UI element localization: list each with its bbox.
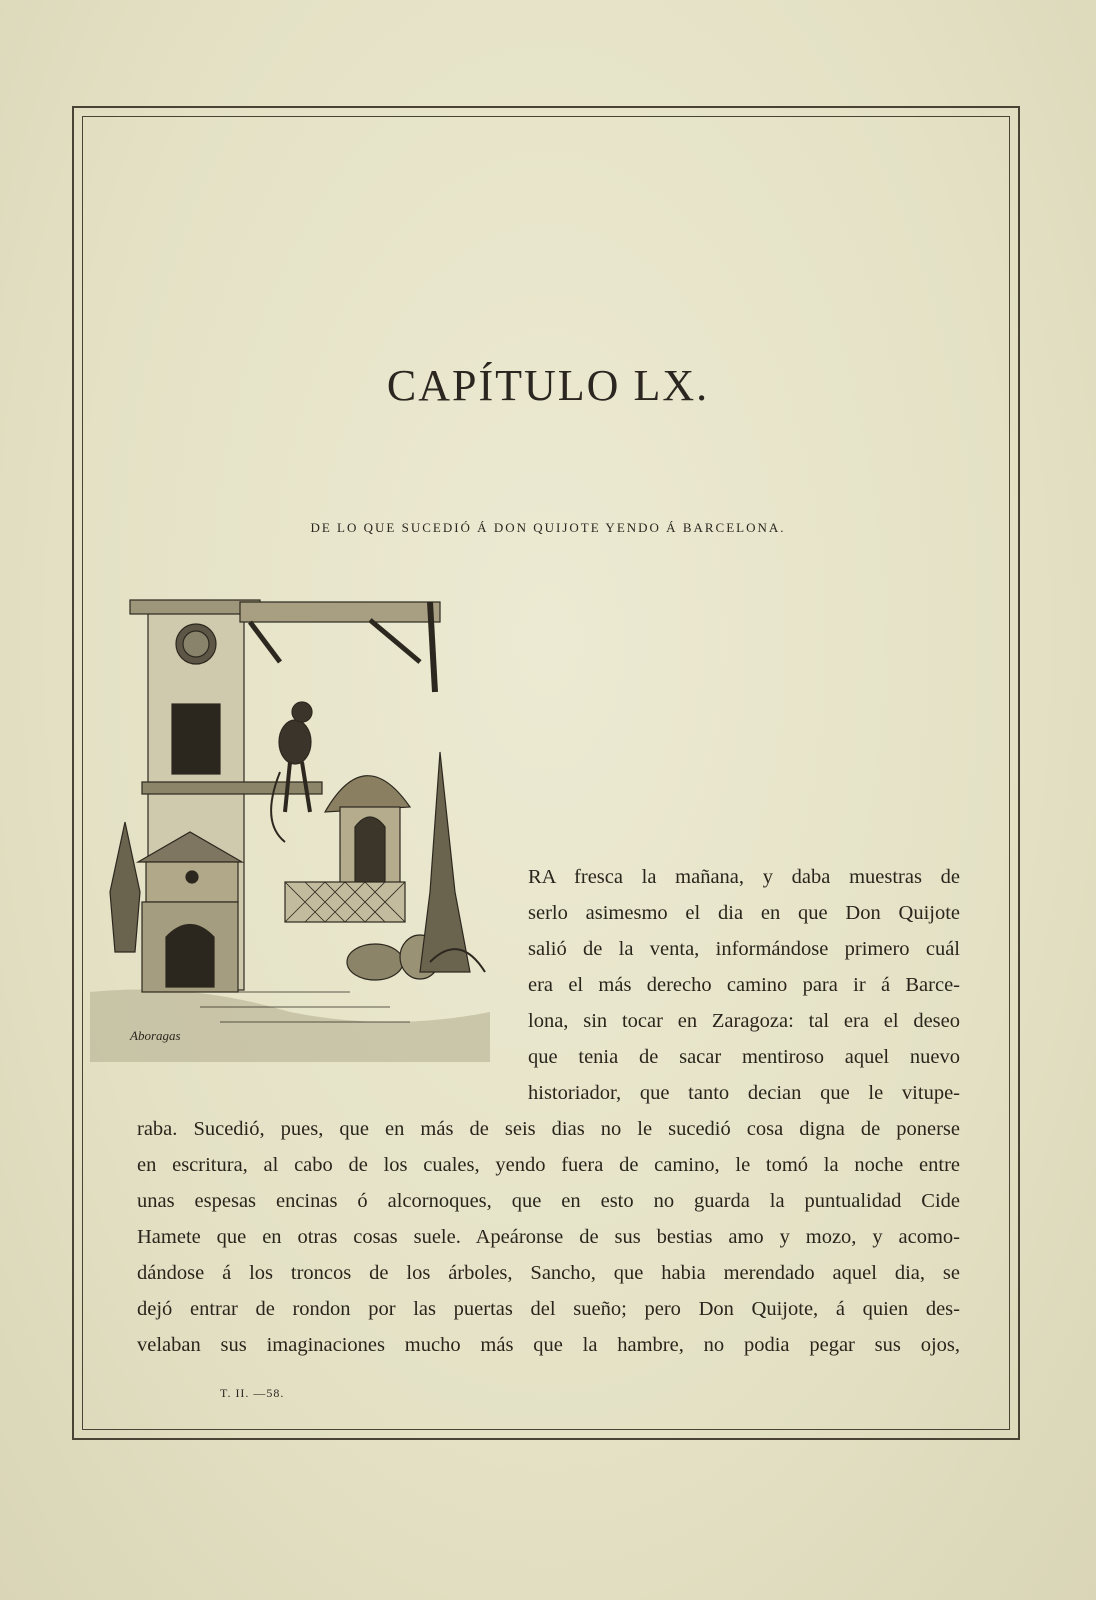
body-line-7: historiador, que tanto decian que le vitupe- [528,1082,960,1104]
chapter-subtitle: DE LO QUE SUCEDIÓ Á DON QUIJOTE YENDO Á BARCELONA. [310,520,786,535]
chapter-title: CAPÍTULO LX. [386,361,710,410]
signature-mark: T. II. —58. [220,1386,285,1400]
body-line-1: RA fresca la mañana, y daba muestras de [528,866,960,888]
body-line-3: salió de la venta, informándose primero cuál [528,938,960,960]
body-line-4: era el más derecho camino para ir á Barce- [528,974,960,996]
artist-signature: Aboragas [130,1028,181,1043]
body-line-5: lona, sin tocar en Zaragoza: tal era el deseo [528,1010,960,1032]
body-line-14: velaban sus imaginaciones mucho más que la hambre, no podia pegar sus ojos, [137,1334,960,1356]
body-line-13: dejó entrar de rondon por las puertas del sueño; pero Don Quijote, á quien des- [137,1298,960,1320]
body-line-11: Hamete que en otras cosas suele. Apeáronse de sus bestias amo y mozo, y acomo- [137,1226,960,1248]
body-line-8: raba. Sucedió, pues, que en más de seis dias no le sucedió cosa digna de ponerse [137,1118,960,1140]
body-line-10: unas espesas encinas ó alcornoques, que en esto no guarda la puntualidad Cide [137,1190,960,1212]
body-line-9: en escritura, al cabo de los cuales, yendo fuera de camino, le tomó la noche entre [137,1154,960,1176]
body-line-12: dándose á los troncos de los árboles, Sancho, que habia merendado aquel dia, se [137,1262,960,1284]
body-line-6: que tenia de sacar mentiroso aquel nuevo [528,1046,960,1068]
initial-letter-e-illustration [90,592,500,1082]
body-line-2: serlo asimesmo el dia en que Don Quijote [528,902,960,924]
